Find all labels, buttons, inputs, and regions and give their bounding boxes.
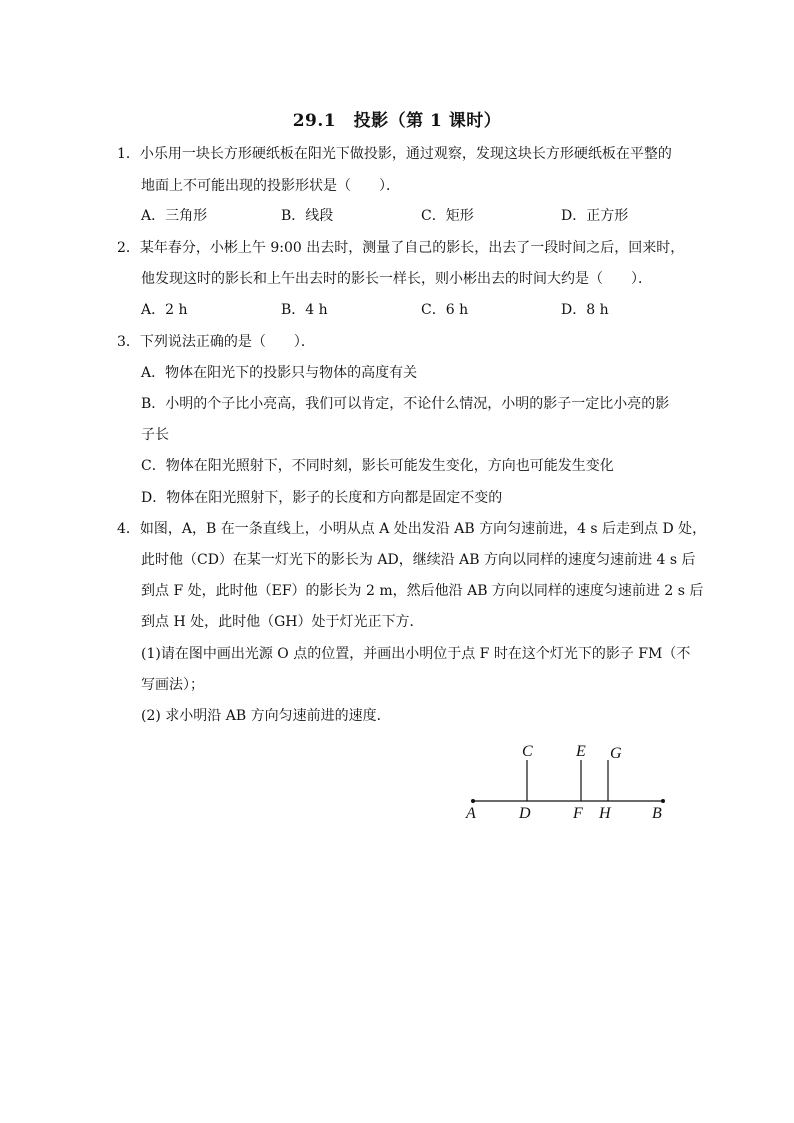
label-d: D: [519, 805, 531, 822]
q4-line1: 4．如图，A，B 在一条直线上，小明从点 A 处出发沿 AB 方向匀速前进，4 s 后走到点 D 处，: [117, 521, 707, 537]
q2-option-c: C．6 h: [421, 302, 469, 318]
q1-option-d: D．正方形: [561, 208, 629, 224]
q3-option-b-line1: B．小明的个子比小亮高，我们可以肯定，不论什么情况，小明的影子一定比小亮的影: [141, 396, 670, 412]
q4-part2: (2) 求小明沿 AB 方向匀速前进的速度．: [141, 708, 391, 724]
q2-option-d: D．8 h: [561, 302, 609, 318]
q4-part1-line2: 写画法）；: [141, 677, 204, 693]
q4-part1-line1: (1)请在图中画出光源 O 点的位置，并画出小明位于点 F 时在这个灯光下的影子 FM（不: [141, 646, 691, 662]
label-c: C: [522, 743, 533, 760]
q3-option-c: C．物体在阳光照射下，不同时刻，影长可能发生变化，方向也可能发生变化: [141, 458, 614, 474]
q2-line1: 2．某年春分，小彬上午 9:00 出去时，测量了自己的影长，出去了一段时间之后，回来时，: [117, 240, 685, 256]
page-title: 29.1 投影（第 1 课时）: [292, 111, 502, 131]
label-h: H: [599, 805, 611, 822]
q1-option-a: A．三角形: [141, 208, 208, 224]
q3-option-b-line2: 子长: [141, 427, 169, 443]
q2-line2: 他发现这时的影长和上午出去时的影长一样长，则小彬出去的时间大约是（ ）．: [141, 271, 652, 287]
q4-line2: 此时他（CD）在某一灯光下的影长为 AD，继续沿 AB 方向以同样的速度匀速前进 4 s 后: [141, 552, 696, 568]
label-e: E: [576, 743, 586, 760]
point-a-dot: [471, 799, 475, 803]
label-a: A: [466, 805, 476, 822]
q2-option-a: A．2 h: [141, 302, 188, 318]
q3-option-a: A．物体在阳光下的投影只与物体的高度有关: [141, 365, 418, 381]
q3-option-d: D．物体在阳光照射下，影子的长度和方向都是固定不变的: [141, 490, 503, 506]
point-b-dot: [661, 799, 665, 803]
label-f: F: [573, 805, 583, 822]
q1-line2: 地面上不可能出现的投影形状是（ ）．: [141, 178, 400, 194]
label-b: B: [652, 805, 662, 822]
q1-option-b: B．线段: [281, 208, 334, 224]
label-g: G: [610, 745, 622, 762]
q4-line4: 到点 H 处，此时他（GH）处于灯光正下方．: [141, 614, 424, 630]
q1-line1: 1．小乐用一块长方形硬纸板在阳光下做投影，通过观察，发现这块长方形硬纸板在平整的: [117, 146, 672, 162]
q2-option-b: B．4 h: [281, 302, 328, 318]
q3-line1: 3．下列说法正确的是（ ）．: [117, 334, 315, 350]
q4-line3: 到点 F 处，此时他（EF）的影长为 2 m，然后他沿 AB 方向以同样的速度匀速前进 2 s 后: [141, 583, 704, 599]
geometry-diagram: [460, 738, 680, 828]
q1-option-c: C．矩形: [421, 208, 474, 224]
